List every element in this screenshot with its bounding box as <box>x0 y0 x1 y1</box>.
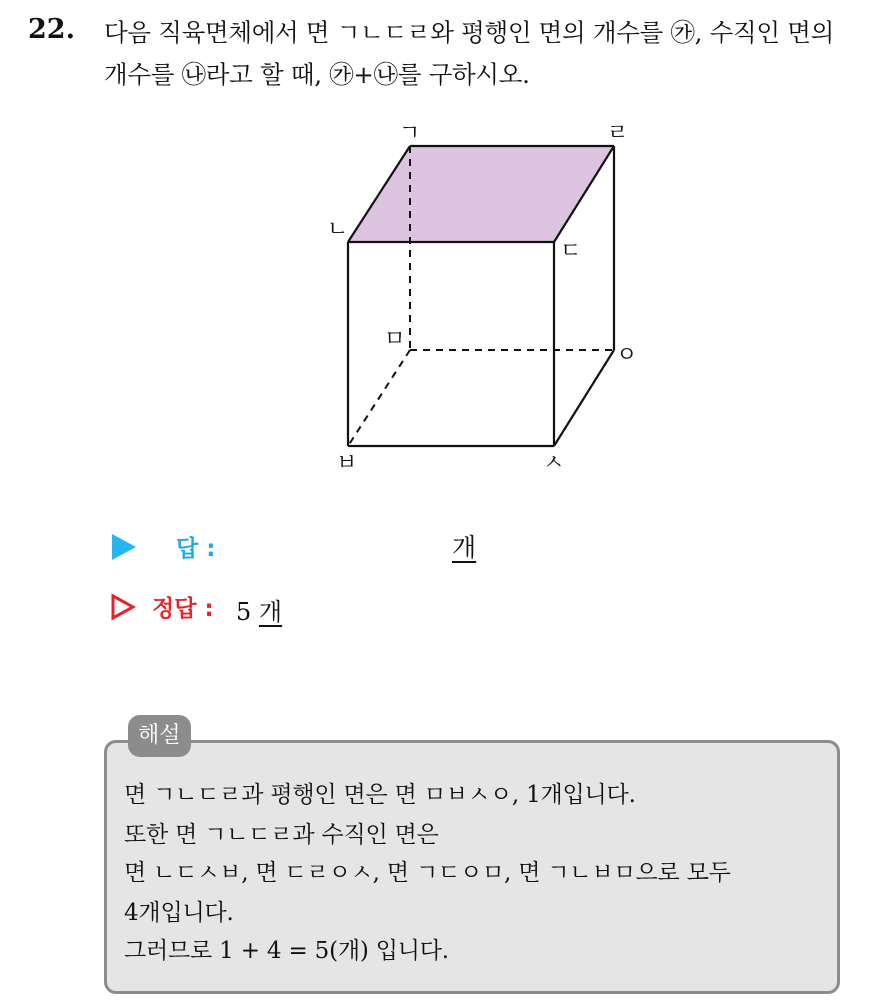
answer-label: 답 : <box>176 536 216 562</box>
play-marker-icon <box>112 534 136 560</box>
solution-line-3: 면 ㄴㄷㅅㅂ, 면 ㄷㄹㅇㅅ, 면 ㄱㄷㅇㅁ, 면 ㄱㄴㅂㅁ으로 모두 <box>124 860 731 886</box>
answer-unit-blank: 개 <box>452 533 477 562</box>
correct-value-number: 5 <box>236 598 252 626</box>
vertex-label-o: ㅇ <box>616 343 638 368</box>
answer-row <box>112 530 215 563</box>
solution-line-2: 또한 면 ㄱㄴㄷㄹ과 수직인 면은 <box>124 822 439 848</box>
solution-tag: 해설 <box>128 715 191 757</box>
vertex-label-d: ㄷ <box>560 239 582 264</box>
correct-answer-value <box>236 592 282 627</box>
vertex-label-n: ㄴ <box>327 217 349 242</box>
edge-s-o <box>554 350 614 446</box>
outline-triangle-icon <box>110 593 136 621</box>
question-text-line-2: 개수를 ㉯라고 할 때, ㉮+㉯를 구하시오. <box>104 60 530 89</box>
solution-line-1: 면 ㄱㄴㄷㄹ과 평행인 면은 면 ㅁㅂㅅㅇ, 1개입니다. <box>124 782 636 808</box>
question-text-line-1: 다음 직육면체에서 면 ㄱㄴㄷㄹ와 평행인 면의 개수를 ㉮, 수직인 면의 <box>104 18 834 47</box>
question-number: 22. <box>28 14 75 45</box>
correct-value-unit: 개 <box>258 598 283 626</box>
solution-line-5: 그러므로 1 + 4 = 5(개) 입니다. <box>124 938 449 964</box>
vertex-label-m: ㅁ <box>384 327 406 352</box>
correct-answer-row <box>110 590 214 623</box>
vertex-label-r: ㄹ <box>607 121 629 146</box>
vertex-label-s: ㅅ <box>543 451 565 476</box>
vertex-label-g: ㄱ <box>399 121 421 146</box>
edge-m-b <box>348 350 410 446</box>
top-face-ggnd <box>348 146 614 242</box>
correct-answer-label: 정답 : <box>152 596 214 622</box>
vertex-label-b: ㅂ <box>336 451 358 476</box>
solution-line-4: 4개입니다. <box>124 900 234 926</box>
